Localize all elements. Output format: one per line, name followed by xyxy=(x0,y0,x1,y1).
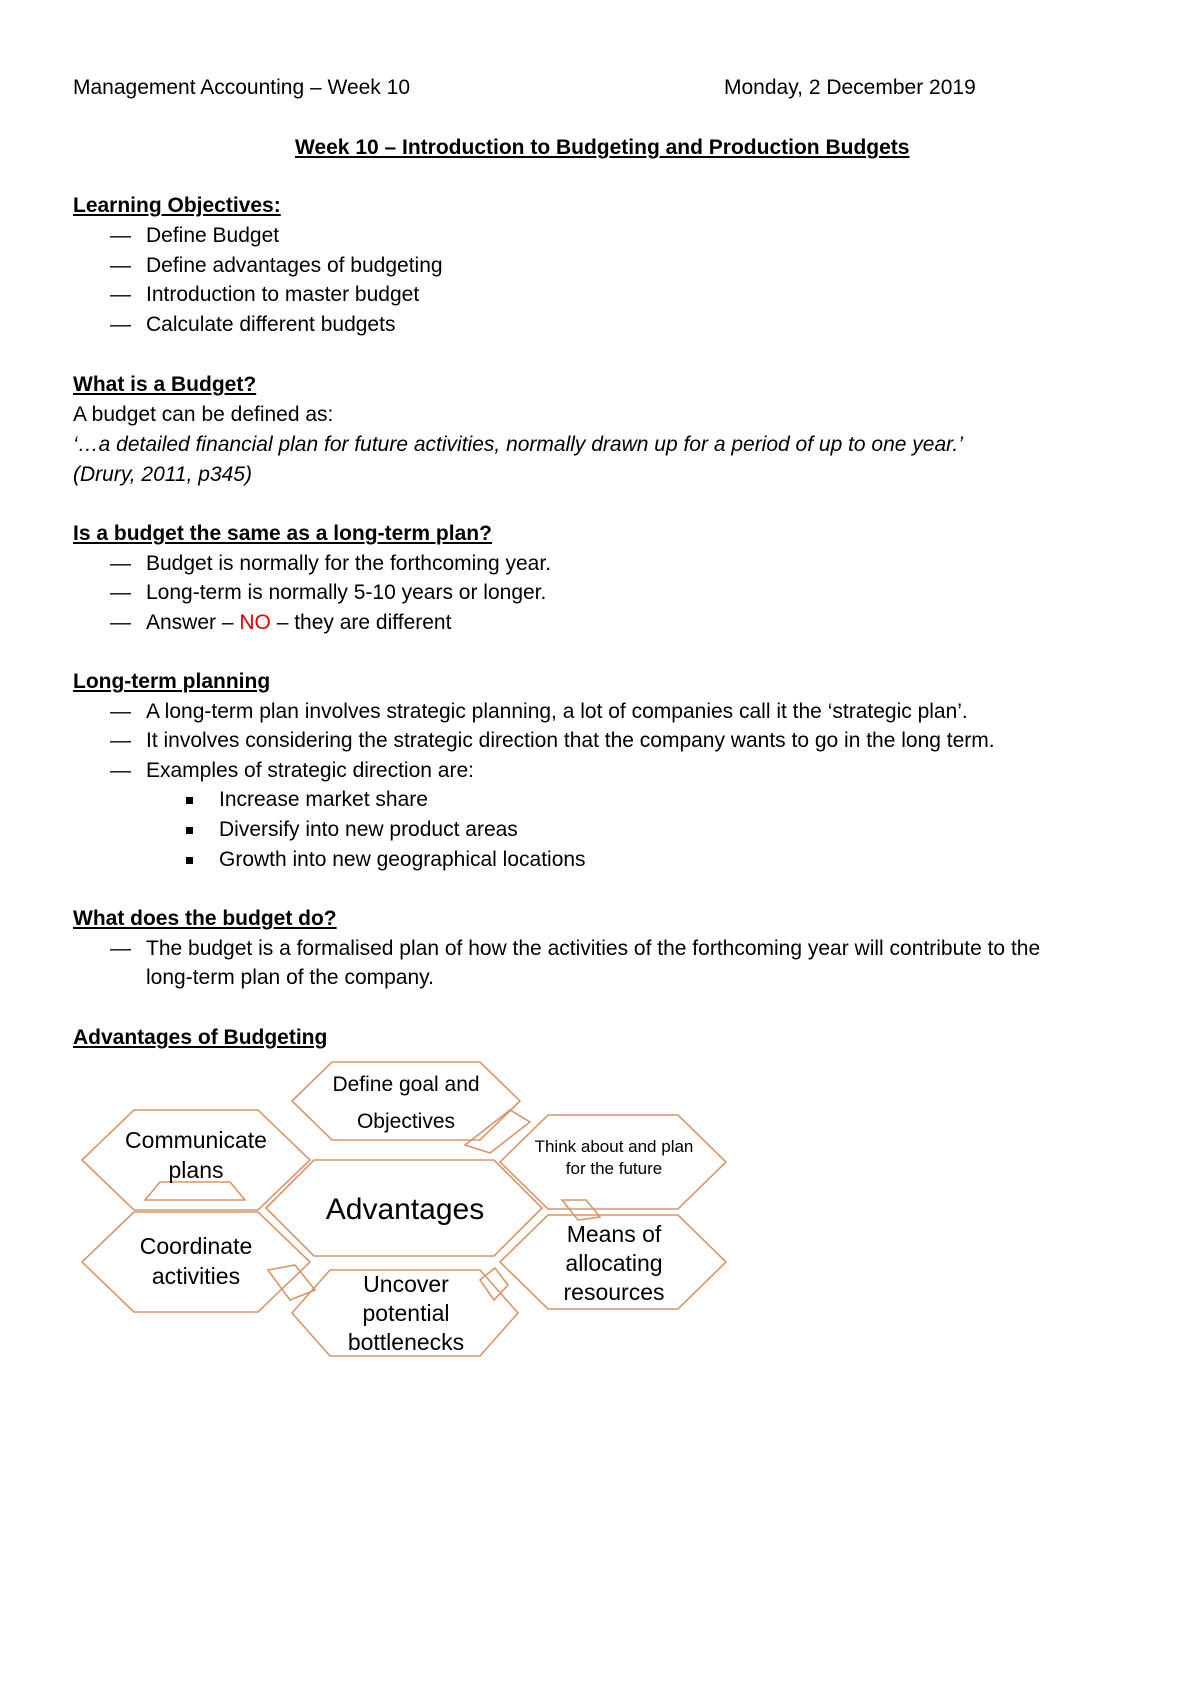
header-course: Management Accounting – Week 10 xyxy=(73,76,410,99)
think-label: for the future xyxy=(565,1159,663,1178)
dash-icon: — xyxy=(110,313,131,336)
answer-no: NO xyxy=(239,611,271,634)
uncover-label: bottlenecks xyxy=(347,1329,465,1355)
dash-icon: — xyxy=(110,937,131,960)
budget-quote: ‘…a detailed financial plan for future activities, normally drawn up for a period of up to one year.’ xyxy=(73,433,963,456)
header-date: Monday, 2 December 2019 xyxy=(724,76,976,99)
coordinate-label: Coordinate xyxy=(139,1233,253,1259)
communicate-label: plans xyxy=(168,1157,224,1183)
dash-icon: — xyxy=(110,759,131,782)
budget-do-line: long-term plan of the company. xyxy=(146,966,434,989)
dash-icon: — xyxy=(110,224,131,247)
communicate-label: Communicate xyxy=(125,1127,267,1153)
answer-prefix: Answer – xyxy=(146,611,240,634)
means-label: resources xyxy=(563,1279,665,1305)
long-term-item: Examples of strategic direction are: xyxy=(146,759,474,782)
page-title: Week 10 – Introduction to Budgeting and Production Budgets xyxy=(295,136,910,159)
plan-item: Budget is normally for the forthcoming year. xyxy=(146,552,552,575)
what-is-budget-heading: What is a Budget? xyxy=(73,373,257,396)
budget-do-line: The budget is a formalised plan of how the activities of the forthcoming year will contribute to the xyxy=(146,937,1041,960)
coordinate-label: activities xyxy=(151,1263,241,1289)
dash-icon: — xyxy=(110,581,131,604)
think-label: Think about and plan xyxy=(534,1137,694,1156)
goal-label: Define goal and xyxy=(332,1073,480,1096)
objective-item: Calculate different budgets xyxy=(146,313,396,336)
hexagon-coordinate xyxy=(82,1212,310,1312)
budget-intro: A budget can be defined as: xyxy=(73,403,334,426)
dash-icon: — xyxy=(110,700,131,723)
connector-band xyxy=(465,1110,530,1153)
center-label: Advantages xyxy=(325,1193,485,1226)
strategy-item: Growth into new geographical locations xyxy=(219,848,586,871)
uncover-label: potential xyxy=(362,1300,450,1326)
long-term-item: It involves considering the strategic direction that the company wants to go in the long term. xyxy=(146,729,995,752)
objective-item: Define Budget xyxy=(146,224,280,247)
means-label: Means of xyxy=(566,1221,662,1247)
connector-band xyxy=(562,1200,600,1220)
uncover-label: Uncover xyxy=(363,1271,449,1297)
objective-item: Define advantages of budgeting xyxy=(146,254,443,277)
goal-label: Objectives xyxy=(356,1110,456,1133)
long-term-item: A long-term plan involves strategic planning, a lot of companies call it the ‘strategic plan’. xyxy=(146,700,968,723)
plan-item: Long-term is normally 5-10 years or longer. xyxy=(146,581,547,604)
dash-icon: — xyxy=(110,254,131,277)
learning-objectives-heading: Learning Objectives: xyxy=(73,194,281,217)
dash-icon: — xyxy=(110,552,131,575)
dash-icon: — xyxy=(110,611,131,634)
same-as-plan-heading: Is a budget the same as a long-term plan? xyxy=(73,522,492,545)
long-term-heading: Long-term planning xyxy=(73,670,271,693)
means-label: allocating xyxy=(565,1250,663,1276)
budget-do-heading: What does the budget do? xyxy=(73,907,337,930)
budget-citation: (Drury, 2011, p345) xyxy=(73,463,252,486)
connector-band xyxy=(145,1182,245,1200)
objective-item: Introduction to master budget xyxy=(146,283,420,306)
dash-icon: — xyxy=(110,283,131,306)
connector-band xyxy=(480,1268,508,1300)
strategy-item: Diversify into new product areas xyxy=(219,818,518,841)
strategy-item: Increase market share xyxy=(219,788,428,811)
advantages-heading: Advantages of Budgeting xyxy=(73,1026,328,1049)
dash-icon: — xyxy=(110,729,131,752)
answer-suffix: – they are different xyxy=(270,611,452,634)
